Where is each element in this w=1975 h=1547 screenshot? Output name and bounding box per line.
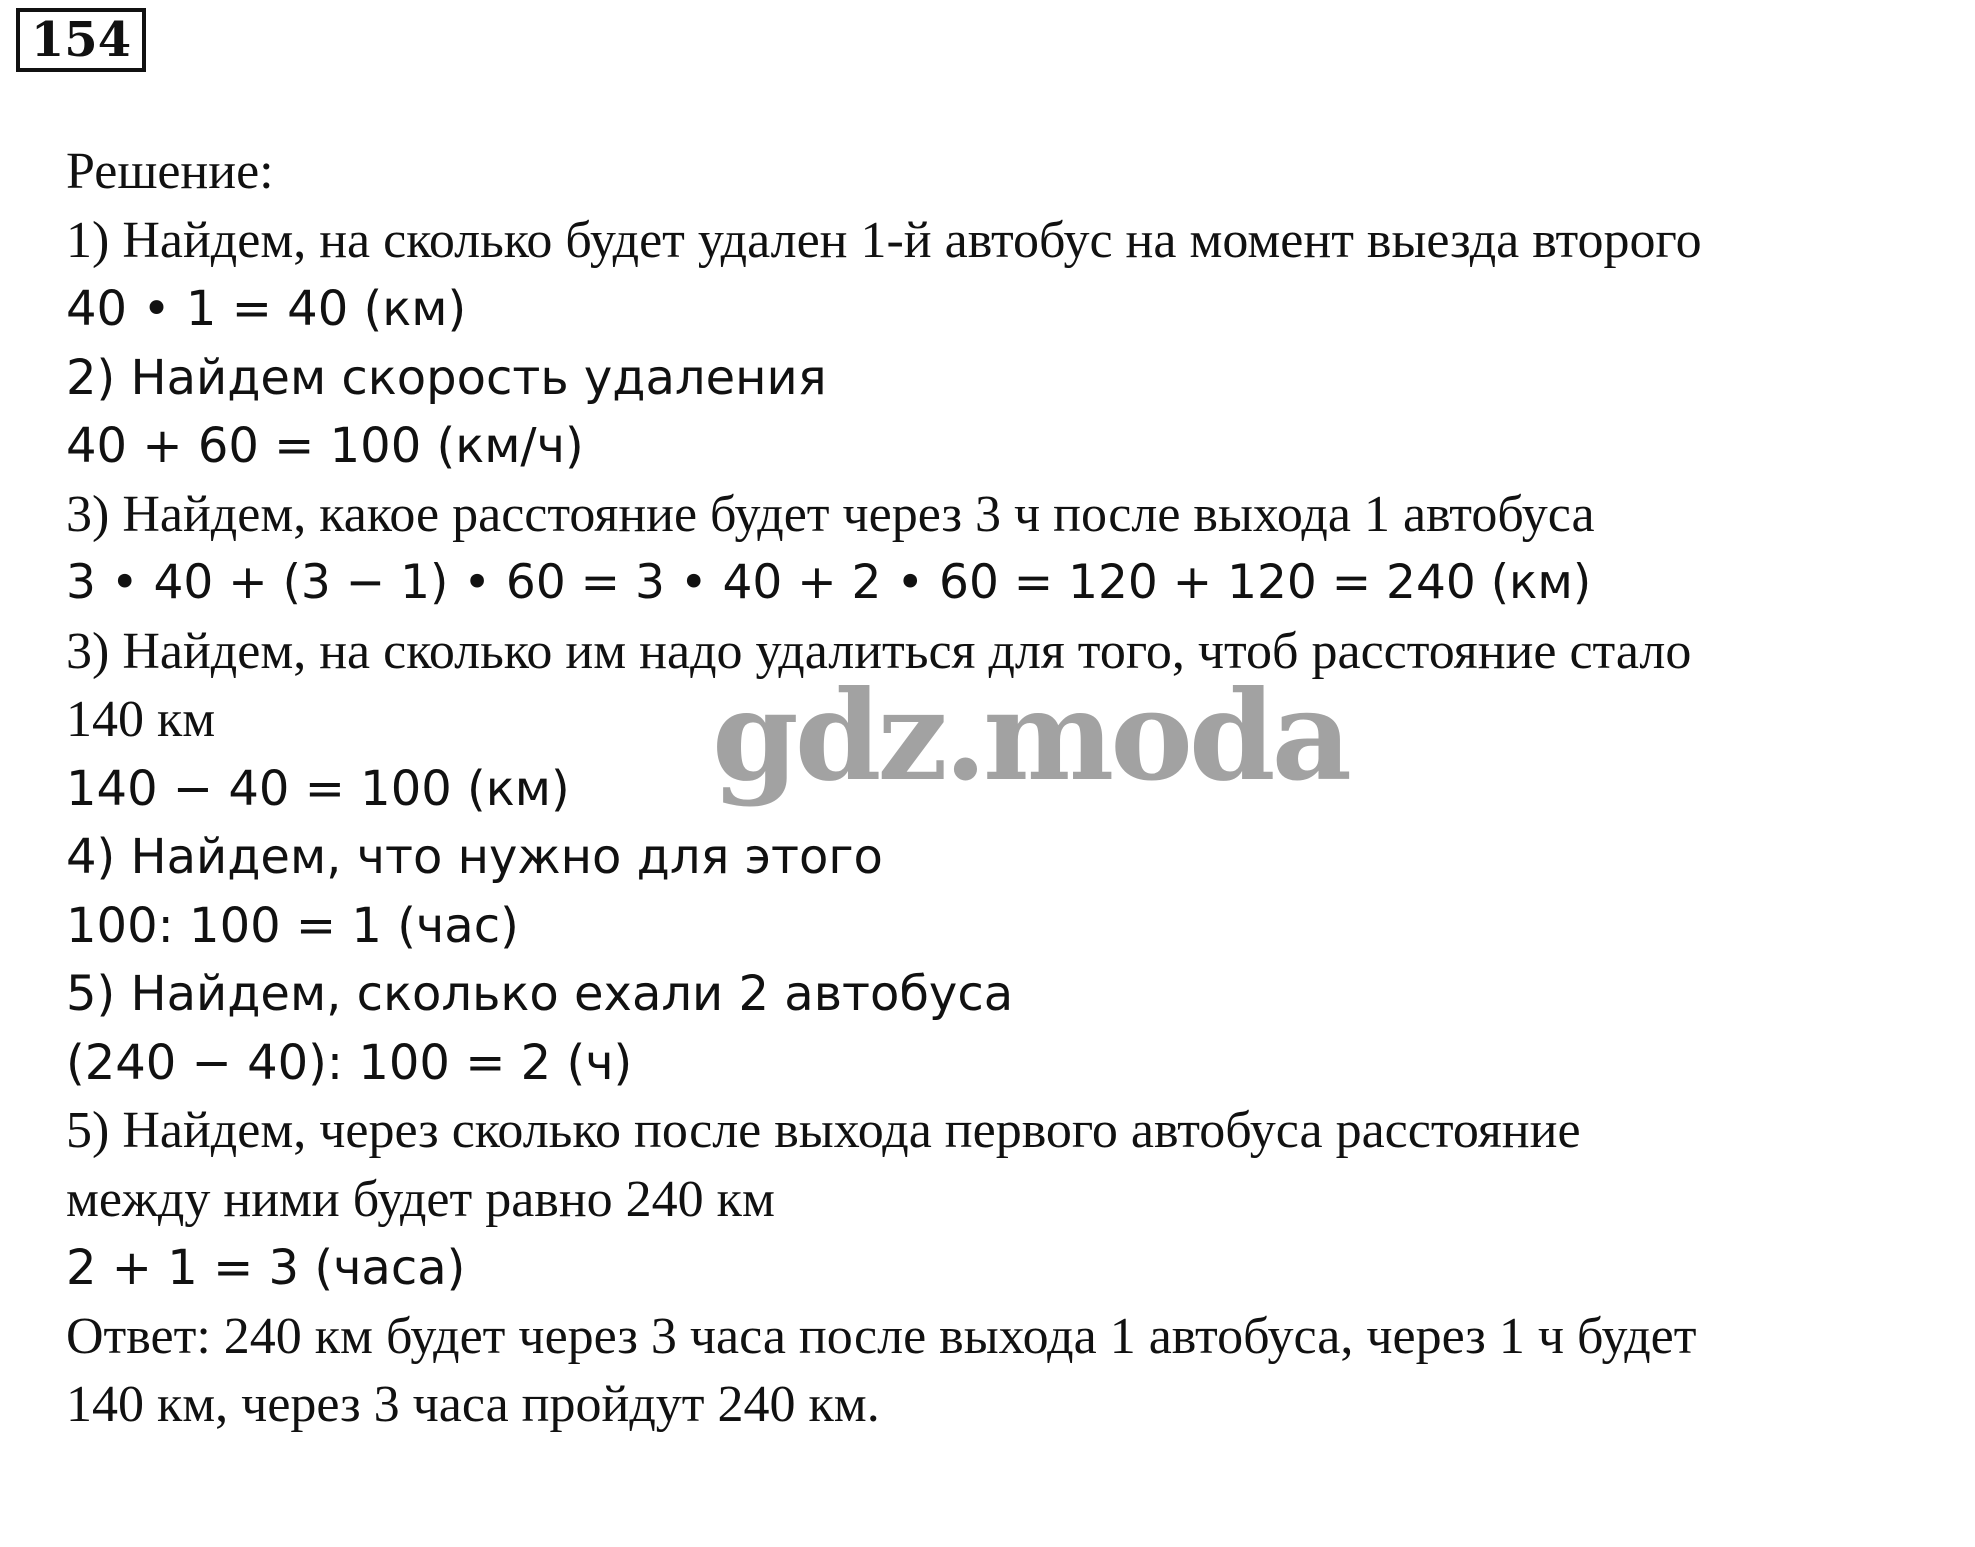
solution-line: 2) Найдем скорость удаления <box>66 349 827 406</box>
solution-line: 5) Найдем, через сколько после выхода первого автобуса расстояние <box>66 1102 1581 1159</box>
solution-line: 1) Найдем, на сколько будет удален 1-й автобус на момент выезда второго <box>66 211 1702 269</box>
answer-line: 140 км, через 3 часа пройдут 240 км. <box>66 1376 880 1433</box>
solution-line: 4) Найдем, что нужно для этого <box>66 829 883 885</box>
formula-line: (240 − 40): 100 = 2 (ч) <box>66 1034 633 1091</box>
solution-line: 5) Найдем, сколько ехали 2 автобуса <box>66 966 1014 1022</box>
formula-line: 40 + 60 = 100 (км/ч) <box>66 418 584 474</box>
formula-line: 40 • 1 = 40 (км) <box>66 281 467 337</box>
formula-line: 2 + 1 = 3 (часа) <box>66 1240 466 1296</box>
solution-body <box>66 138 1946 1440</box>
solution-heading: Решение: <box>66 143 274 200</box>
watermark: gdz.moda <box>712 664 1348 809</box>
solution-line: 140 км <box>66 691 216 748</box>
formula-line: 3 • 40 + (3 − 1) • 60 = 3 • 40 + 2 • 60 = 120 + 120 = 240 (км) <box>66 555 1592 610</box>
answer-line: Ответ: 240 км будет через 3 часа после выхода 1 автобуса, через 1 ч будет <box>66 1307 1697 1365</box>
solution-line: 3) Найдем, какое расстояние будет через 3 ч после выхода 1 автобуса <box>66 485 1595 543</box>
task-number-box: 154 <box>16 8 146 72</box>
formula-line: 100: 100 = 1 (час) <box>66 897 519 954</box>
solution-line: между ними будет равно 240 км <box>66 1170 775 1228</box>
solution-line: 3) Найдем, на сколько им надо удалиться для того, чтоб расстояние стало <box>66 622 1692 680</box>
formula-line: 140 − 40 = 100 (км) <box>66 760 570 817</box>
